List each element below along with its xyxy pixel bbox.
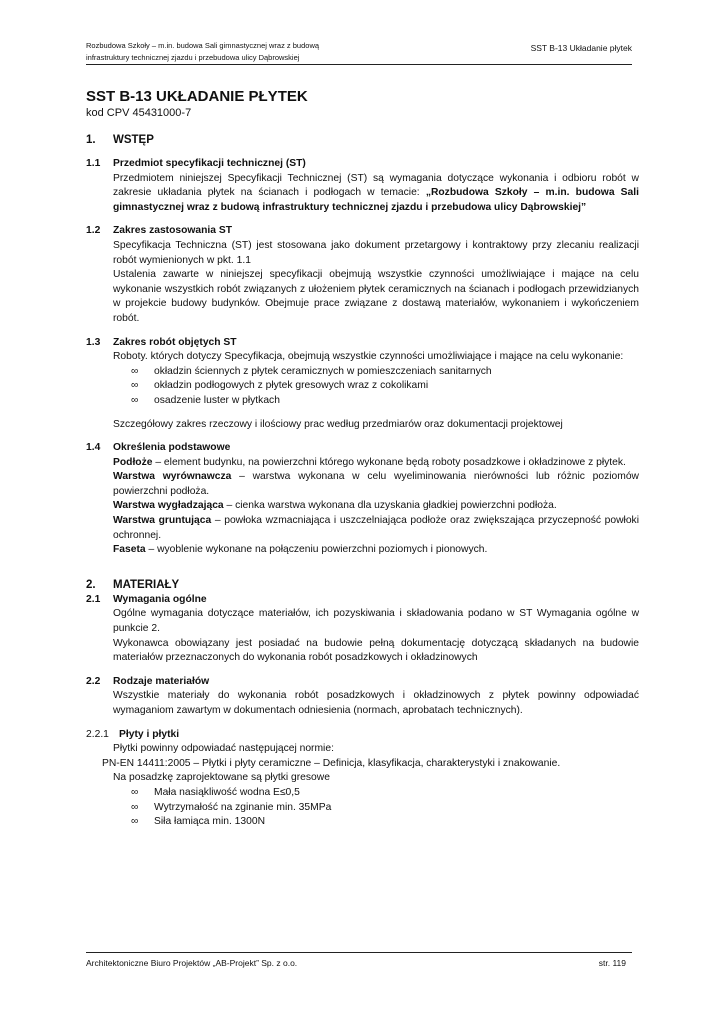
list-item bbox=[131, 815, 639, 830]
section-2-2-heading bbox=[86, 675, 639, 690]
section-number: 2.2 bbox=[86, 675, 101, 687]
list-item-text: Wytrzymałość na zginanie min. 35MPa bbox=[154, 801, 332, 813]
page-number: str. 119 bbox=[598, 958, 626, 968]
definition bbox=[113, 543, 639, 558]
section-1-3-heading bbox=[86, 336, 639, 351]
section-1-1-text bbox=[113, 172, 639, 216]
header-doc-code: SST B-13 Układanie płytek bbox=[530, 43, 632, 53]
infinity-bullet-icon: ∞ bbox=[131, 365, 139, 377]
project-name-bold: „Rozbudowa Szkoły – m.in. budowa Sali gimnastycznej wraz z budową infrastruktury technicznej zjazdu i przebudowa ulicy Dąbrowskiej” bbox=[113, 187, 639, 213]
section-2-2-1-heading bbox=[86, 728, 639, 743]
section-number: 1. bbox=[86, 134, 96, 146]
definition-term: Warstwa wygładzająca bbox=[113, 500, 224, 512]
document-title: SST B-13 UKŁADANIE PŁYTEK bbox=[86, 88, 308, 105]
section-1-3-intro: Roboty. których dotyczy Specyfikacja, obejmują wszystkie czynności umożliwiające i mające na celu wykonanie: bbox=[113, 351, 624, 363]
cpv-code: kod CPV 45431000-7 bbox=[86, 107, 192, 119]
definition-desc: – warstwa wykonana w celu wyeliminowania nierówności lub różnic poziomów powierzchni podłoża. bbox=[113, 471, 639, 497]
definition-term: Warstwa gruntująca bbox=[113, 515, 212, 527]
definition bbox=[113, 514, 639, 543]
definition-term: Podłoże bbox=[113, 456, 153, 468]
list-item bbox=[131, 786, 639, 801]
section-number: 1.3 bbox=[86, 336, 101, 348]
section-number: 1.2 bbox=[86, 225, 101, 237]
section-number: 2.2.1 bbox=[86, 728, 109, 740]
section-number: 1.4 bbox=[86, 442, 101, 454]
section-1-1-heading bbox=[86, 157, 639, 172]
section-1-3-outro: Szczegółowy zakres rzeczowy i ilościowy prac według przedmiarów oraz dokumentacji projektowej bbox=[113, 418, 563, 430]
definition-term: Warstwa wyrównawcza bbox=[113, 471, 232, 483]
section-number: 2. bbox=[86, 578, 96, 591]
section-2-heading bbox=[86, 578, 639, 593]
section-2-1-para-1: Ogólne wymagania dotyczące materiałów, ich pozyskiwania i składowania podano w ST Wymagania ogólne w punkcie 2. bbox=[113, 608, 639, 635]
list-item bbox=[131, 379, 639, 394]
norm-reference: PN-EN 14411:2005 – Płytki i płyty ceramiczne – Definicja, klasyfikacja, charakterystyki i znakowanie. bbox=[102, 757, 561, 769]
definition bbox=[113, 470, 639, 499]
section-1-2-heading bbox=[86, 224, 639, 239]
list-item-text: Siła łamiąca min. 1300N bbox=[154, 816, 266, 828]
section-title: Określenia podstawowe bbox=[113, 442, 231, 454]
section-title: MATERIAŁY bbox=[113, 578, 180, 591]
header-line-2: infrastruktury technicznej zjazdu i przebudowa ulicy Dąbrowskiej bbox=[86, 52, 300, 62]
section-title: Rodzaje materiałów bbox=[113, 675, 210, 687]
section-title: Wymagania ogólne bbox=[113, 593, 207, 605]
definition-desc: – powłoka wzmacniająca i uszczelniająca podłoże oraz zwiększająca przyczepność powłoki ochronnej. bbox=[113, 515, 639, 541]
footer-company: Architektoniczne Biuro Projektów „AB-Projekt” Sp. z o.o. bbox=[86, 958, 298, 968]
section-1-2-para-1: Specyfikacja Techniczna (ST) jest stosowana jako dokument przetargowy i kontraktowy przy zlecaniu realizacji robót wymienionych w pkt. 1.1 bbox=[113, 239, 639, 266]
page-footer bbox=[86, 952, 632, 969]
definition bbox=[113, 499, 639, 514]
section-1-4-heading bbox=[86, 441, 639, 456]
definition bbox=[113, 456, 639, 471]
page-header bbox=[86, 40, 632, 65]
section-title: WSTĘP bbox=[113, 134, 154, 146]
section-title: Zakres robót objętych ST bbox=[113, 336, 237, 348]
document-body bbox=[86, 88, 639, 830]
section-1-heading bbox=[86, 133, 639, 148]
section-1-2-para-2: Ustalenia zawarte w niniejszej specyfikacji obejmują wszystkie czynności umożliwiające i mające na celu wykonanie wszystkich robót związanych z ułożeniem płytek ceramicznych na ścianach i podłogach przewidzianych w projekcie budowy budynków. Obejmuje prace związane z dostawą materiałów, wykonaniem i wykończeniem robót. bbox=[113, 269, 639, 324]
definition-term: Faseta bbox=[113, 544, 146, 556]
section-2-1-para-2: Wykonawca obowiązany jest posiadać na budowie pełną dokumentację dotyczącą składanych na budowie materiałów przeznaczonych do wykonania robót posadzkowych i okładzinowych bbox=[113, 637, 639, 664]
definition-desc: – element budynku, na powierzchni którego wykonane będą roboty posadzkowe i okładzinowe z płytek. bbox=[152, 456, 626, 468]
infinity-bullet-icon: ∞ bbox=[131, 801, 139, 813]
list-item bbox=[131, 801, 639, 816]
infinity-bullet-icon: ∞ bbox=[131, 786, 139, 798]
header-project-title bbox=[86, 40, 386, 63]
infinity-bullet-icon: ∞ bbox=[131, 816, 139, 828]
section-title: Przedmiot specyfikacji technicznej (ST) bbox=[113, 158, 306, 169]
list-item bbox=[131, 365, 639, 380]
section-2-1-heading bbox=[86, 593, 639, 608]
infinity-bullet-icon: ∞ bbox=[131, 380, 139, 392]
list-item-text: osadzenie luster w płytkach bbox=[154, 394, 280, 406]
list-item bbox=[131, 394, 639, 409]
section-number: 2.1 bbox=[86, 593, 101, 605]
section-title: Zakres zastosowania ST bbox=[113, 225, 233, 237]
list-item-text: okładzin ściennych z płytek ceramicznych w pomieszczeniach sanitarnych bbox=[154, 365, 492, 377]
paragraph-text: Przedmiotem niniejszej Specyfikacji Technicznej (ST) są wymagania dotyczące wykonania i odbioru robót w zakresie układania płytek na ścianach i podłogach w temacie: bbox=[113, 172, 639, 199]
definition-desc: – wyoblenie wykonane na połączeniu powierzchni poziomych i pionowych. bbox=[145, 544, 488, 556]
section-title: Płyty i płytki bbox=[119, 728, 180, 740]
section-number: 1.1 bbox=[86, 158, 101, 169]
section-2-2-para-1: Wszystkie materiały do wykonania robót posadzkowych i okładzinowych z płytek powinny odpowiadać wymaganiom zawartym w dokumentach odniesienia (normach, aprobatach technicznych). bbox=[113, 690, 639, 716]
list-item-text: Mała nasiąkliwość wodna E≤0,5 bbox=[154, 786, 300, 798]
section-2-2-1-para-3: Na posadzkę zaprojektowane są płytki gresowe bbox=[113, 772, 330, 784]
list-item-text: okładzin podłogowych z płytek gresowych wraz z cokolikami bbox=[154, 380, 429, 392]
header-line-1: Rozbudowa Szkoły – m.in. budowa Sali gimnastycznej wraz z budową bbox=[86, 41, 320, 50]
infinity-bullet-icon: ∞ bbox=[131, 394, 139, 406]
definition-desc: – cienka warstwa wykonana dla uzyskania gładkiej powierzchni podłoża. bbox=[223, 500, 557, 512]
section-2-2-1-para-1: Płytki powinny odpowiadać następującej normie: bbox=[113, 743, 334, 755]
